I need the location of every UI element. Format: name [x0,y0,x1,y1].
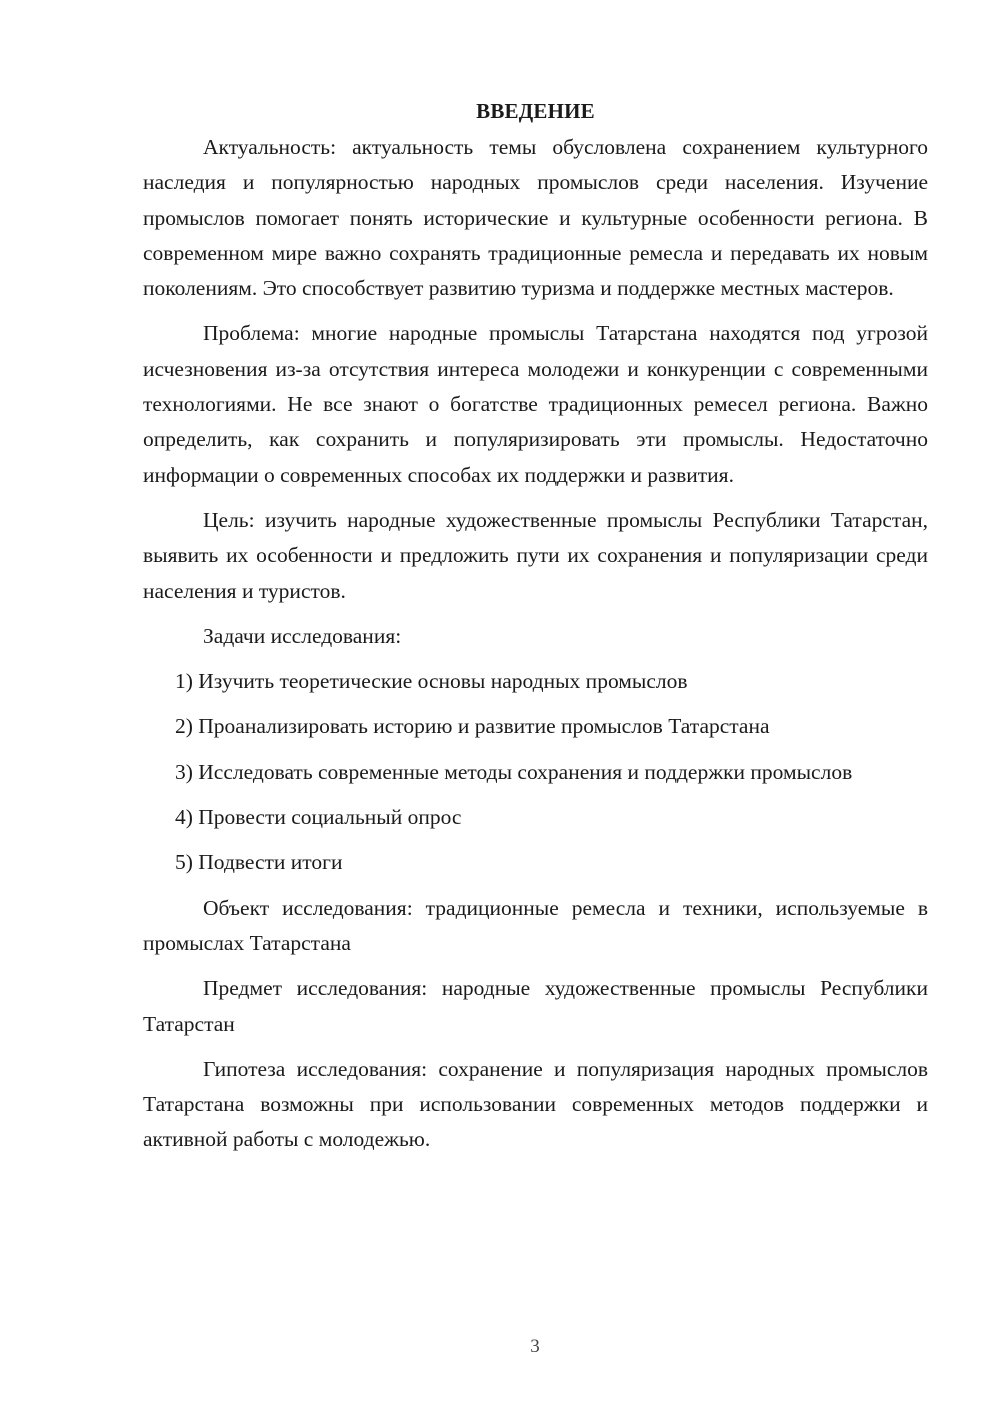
page-content [143,96,928,1168]
tasks-heading: Задачи исследования: [203,623,402,648]
task-item-5: 5) Подвести итоги [175,850,343,875]
page-number: 3 [530,1336,540,1357]
object-paragraph: Объект исследования: традиционные ремесла и техники, используемые в промыслах Татарстана [143,895,928,955]
subject-paragraph: Предмет исследования: народные художественные промыслы Республики Татарстан [143,976,928,1036]
relevance-paragraph: Актуальность: актуальность темы обусловлена сохранением культурного наследия и популярностью народных промыслов среди населения. Изучение промыслов помогает понять исторические и культурные особенности региона. В современном мире важно сохранять традиционные ремесла и передавать их новым поколениям. Это способствует развитию туризма и поддержке местных мастеров. [143,135,928,301]
section-heading: ВВЕДЕНИЕ [476,99,595,123]
hypothesis-paragraph: Гипотеза исследования: сохранение и популяризация народных промыслов Татарстана возможны при использовании современных методов поддержки и активной работы с молодежью. [143,1056,928,1152]
task-item-4: 4) Провести социальный опрос [175,805,462,830]
task-item-2: 2) Проанализировать историю и развитие промыслов Татарстана [175,714,770,739]
task-item-3: 3) Исследовать современные методы сохранения и поддержки промыслов [175,759,853,784]
task-item-1: 1) Изучить теоретические основы народных промыслов [175,669,688,694]
problem-paragraph: Проблема: многие народные промыслы Татарстана находятся под угрозой исчезновения из-за отсутствия интереса молодежи и конкуренции с современными технологиями. Не все знают о богатстве традиционных ремесел региона. Важно определить, как сохранить и популяризировать эти промыслы. Недостаточно информации о современных способах их поддержки и развития. [143,321,928,487]
goal-paragraph: Цель: изучить народные художественные промыслы Республики Татарстан, выявить их особенности и предложить пути их сохранения и популяризации среди населения и туристов. [143,507,928,603]
